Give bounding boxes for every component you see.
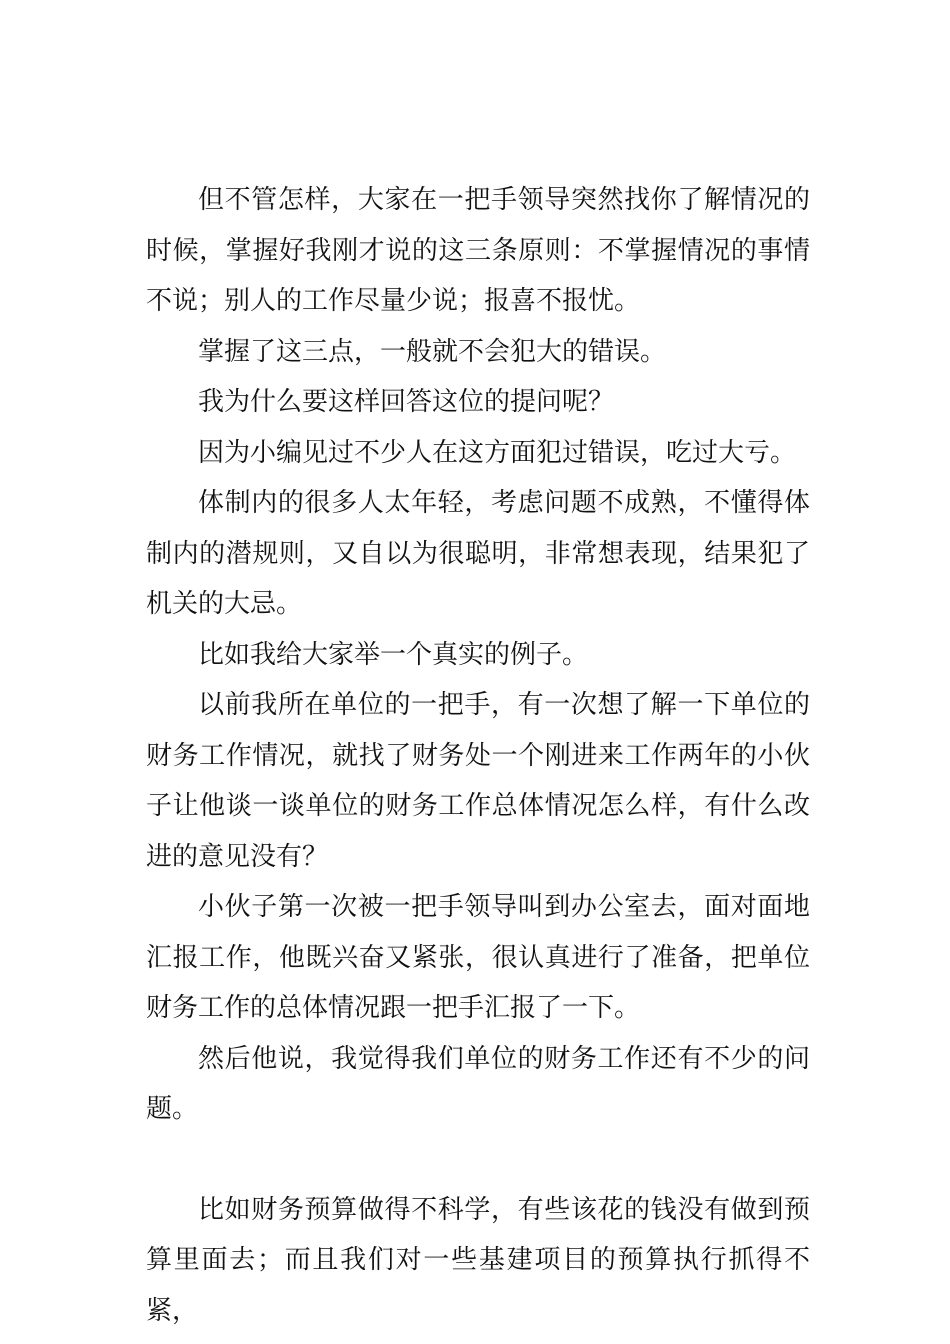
paragraph-7: 以前我所在单位的一把手，有一次想了解一下单位的财务工作情况，就找了财务处一个刚进来工作两年的小伙子让他谈一谈单位的财务工作总体情况怎么样，有什么改进的意见没有？ [146,690,810,872]
paragraph-9: 然后他说，我觉得我们单位的财务工作还有不少的问题。 [146,1043,810,1124]
paragraph-5: 体制内的很多人太年轻，考虑问题不成熟，不懂得体制内的潜规则，又自以为很聪明，非常想表现，结果犯了机关的大忌。 [146,488,810,619]
paragraph-3: 我为什么要这样回答这位的提问呢？ [198,387,615,417]
paragraph-8: 小伙子第一次被一把手领导叫到办公室去，面对面地汇报工作，他既兴奋又紧张，很认真进行了准备，把单位财务工作的总体情况跟一把手汇报了一下。 [146,892,810,1023]
paragraph-4: 因为小编见过不少人在这方面犯过错误，吃过大亏。 [198,437,797,468]
document-body [146,175,810,1336]
paragraph-1: 但不管怎样，大家在一把手领导突然找你了解情况的时候，掌握好我刚才说的这三条原则：不掌握情况的事情不说；别人的工作尽量少说；报喜不报忧。 [146,185,810,316]
paragraph-6: 比如我给大家举一个真实的例子。 [198,639,589,670]
paragraph-10: 比如财务预算做得不科学，有些该花的钱没有做到预算里面去；而且我们对一些基建项目的预算执行抓得不紧， [146,1194,810,1326]
paragraph-2: 掌握了这三点，一般就不会犯大的错误。 [198,336,667,367]
